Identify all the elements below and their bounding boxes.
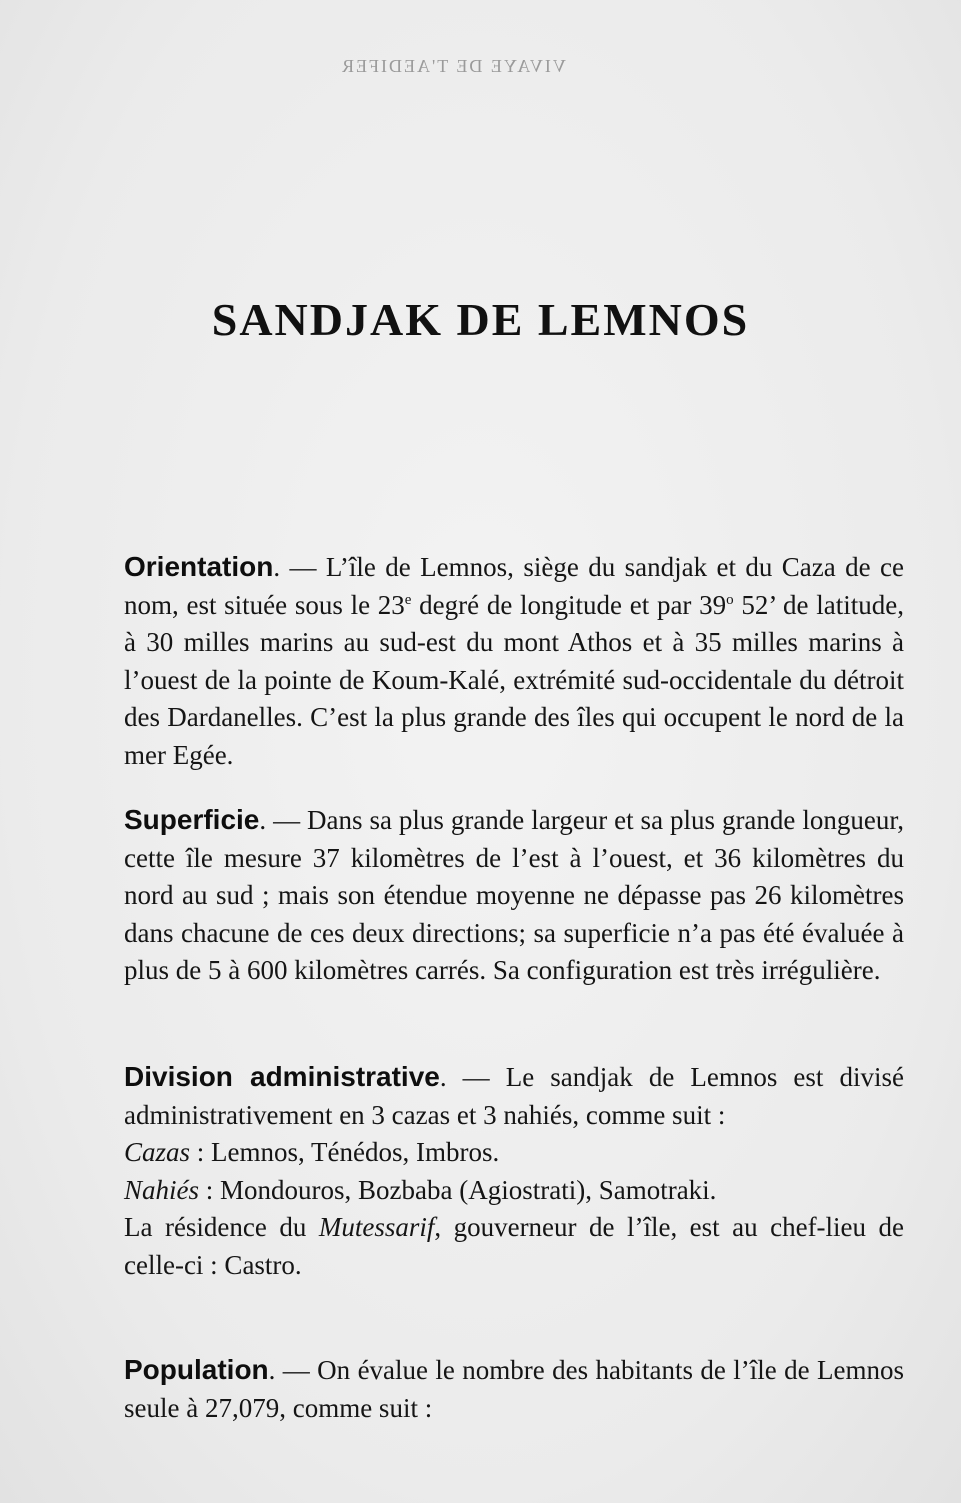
section-orientation bbox=[92, 548, 904, 774]
residence-text-2: , gouverneur de l’île, est au chef-lieu de celle-ci : Castro. bbox=[124, 1212, 904, 1280]
orientation-sup-2: o bbox=[726, 591, 734, 608]
running-head-bleedthrough: VIVAYE DE T'AEDIFER bbox=[340, 56, 566, 76]
nahies-value: : Mondouros, Bozbaba (Agiostrati), Samotraki. bbox=[199, 1174, 717, 1205]
residence-text-1: La résidence du bbox=[124, 1212, 319, 1242]
section-superficie bbox=[92, 801, 904, 990]
page-title: SANDJAK DE LEMNOS bbox=[211, 293, 750, 345]
orientation-paragraph bbox=[92, 548, 904, 774]
orientation-sup-1: e bbox=[404, 591, 412, 608]
superficie-paragraph bbox=[92, 801, 904, 990]
orientation-text-1: . — L’île de Lemnos, siège du sandjak et du Caza de ce nom, est située sous le 23 bbox=[124, 552, 904, 620]
superficie-heading: Superficie bbox=[124, 804, 260, 835]
nahies-label: Nahiés bbox=[124, 1174, 200, 1205]
population-heading: Population bbox=[124, 1354, 269, 1385]
division-heading: Division administrative bbox=[124, 1061, 440, 1092]
orientation-text-2: degré de longitude et par 39 bbox=[411, 589, 727, 620]
residence-paragraph bbox=[92, 1209, 904, 1284]
cazas-label: Cazas bbox=[124, 1137, 191, 1167]
population-text: . — On évalue le nombre des habitants de l’île de Lemnos seule à 27,079, comme suit : bbox=[124, 1355, 904, 1423]
cazas-value: : Lemnos, Ténédos, Imbros. bbox=[190, 1137, 500, 1167]
residence-italic: Mutessarif bbox=[318, 1212, 435, 1242]
orientation-heading: Orientation bbox=[124, 551, 274, 582]
superficie-text: . — Dans sa plus grande largeur et sa plus grande longueur, cette île mesure 37 kilomètres de l’est à l’ouest, et 36 kilomètres du nord au sud ; mais son étendue moyenne ne dépasse pas 26 kilomètres dans chacune de ces deux directions; sa superficie n’a pas été évaluée à plus de 5 à 600 kilomètres carrés. Sa configuration est très irrégulière. bbox=[124, 805, 904, 985]
cazas-line bbox=[92, 1134, 904, 1172]
section-division bbox=[92, 1058, 904, 1284]
population-paragraph bbox=[92, 1351, 904, 1427]
division-text: . — Le sandjak de Lemnos est divisé administrativement en 3 cazas et 3 nahiés, comme suit : bbox=[124, 1062, 904, 1130]
orientation-text-3: 52’ de latitude, à 30 milles marins au sud-est du mont Athos et à 35 milles marins à l’ouest de la pointe de Koum-Kalé, extrémité sud-occidentale du détroit des Dardanelles. C’est la plus grande des îles qui occupent le nord de la mer Egée. bbox=[124, 589, 904, 770]
section-population bbox=[92, 1351, 904, 1427]
nahies-line bbox=[92, 1172, 904, 1210]
division-paragraph bbox=[92, 1058, 904, 1134]
